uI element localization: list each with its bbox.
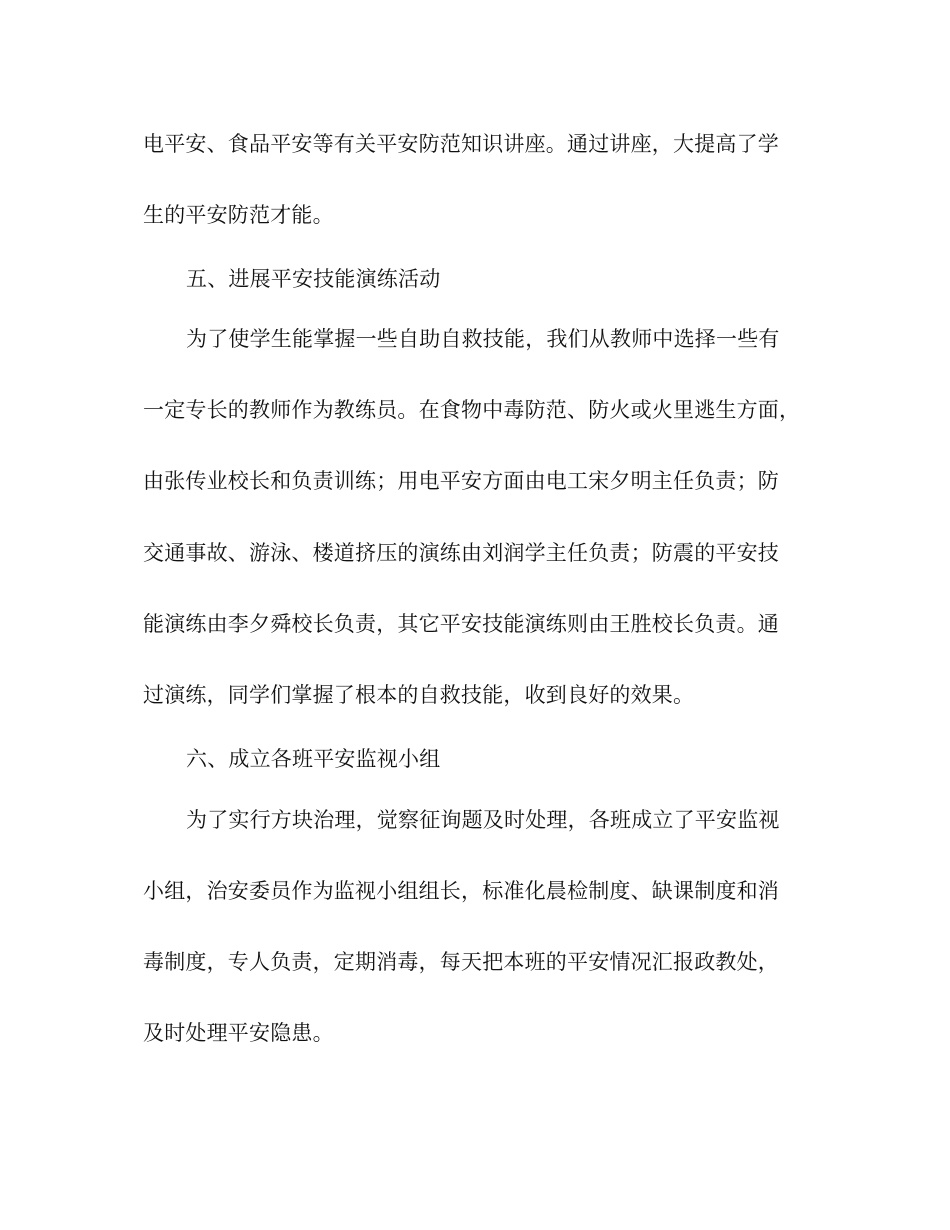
paragraph-line: 能演练由李夕舜校长负责，其它平安技能演练则由王胜校长负责。通 (143, 612, 779, 636)
paragraph-line: 及时处理平安隐患。 (143, 1021, 334, 1045)
paragraph-line: 由张传业校长和负责训练；用电平安方面由电工宋夕明主任负责；防 (143, 469, 779, 493)
section-heading: 六、成立各班平安监视小组 (186, 747, 441, 771)
paragraph-line: 电平安、食品平安等有关平安防范知识讲座。通过讲座，大提高了学 (143, 132, 779, 156)
paragraph-line: 生的平安防范才能。 (143, 203, 334, 227)
paragraph-line: 交通事故、游泳、楼道挤压的演练由刘润学主任负责；防震的平安技 (143, 541, 779, 565)
paragraph-line: 一定专长的教师作为教练员。在食物中毒防范、防火或火里逃生方面， (143, 398, 801, 422)
paragraph-line: 为了使学生能掌握一些自助自救技能，我们从教师中选择一些有 (186, 327, 780, 351)
paragraph-line: 为了实行方块治理，觉察征询题及时处理，各班成立了平安监视 (186, 808, 780, 832)
paragraph-line: 小组，治安委员作为监视小组组长，标准化晨检制度、缺课制度和消 (143, 879, 779, 903)
paragraph-line: 过演练，同学们掌握了根本的自救技能，收到良好的效果。 (143, 683, 695, 707)
paragraph-line: 毒制度，专人负责，定期消毒，每天把本班的平安情况汇报政教处， (143, 950, 779, 974)
section-heading: 五、进展平安技能演练活动 (186, 267, 441, 291)
